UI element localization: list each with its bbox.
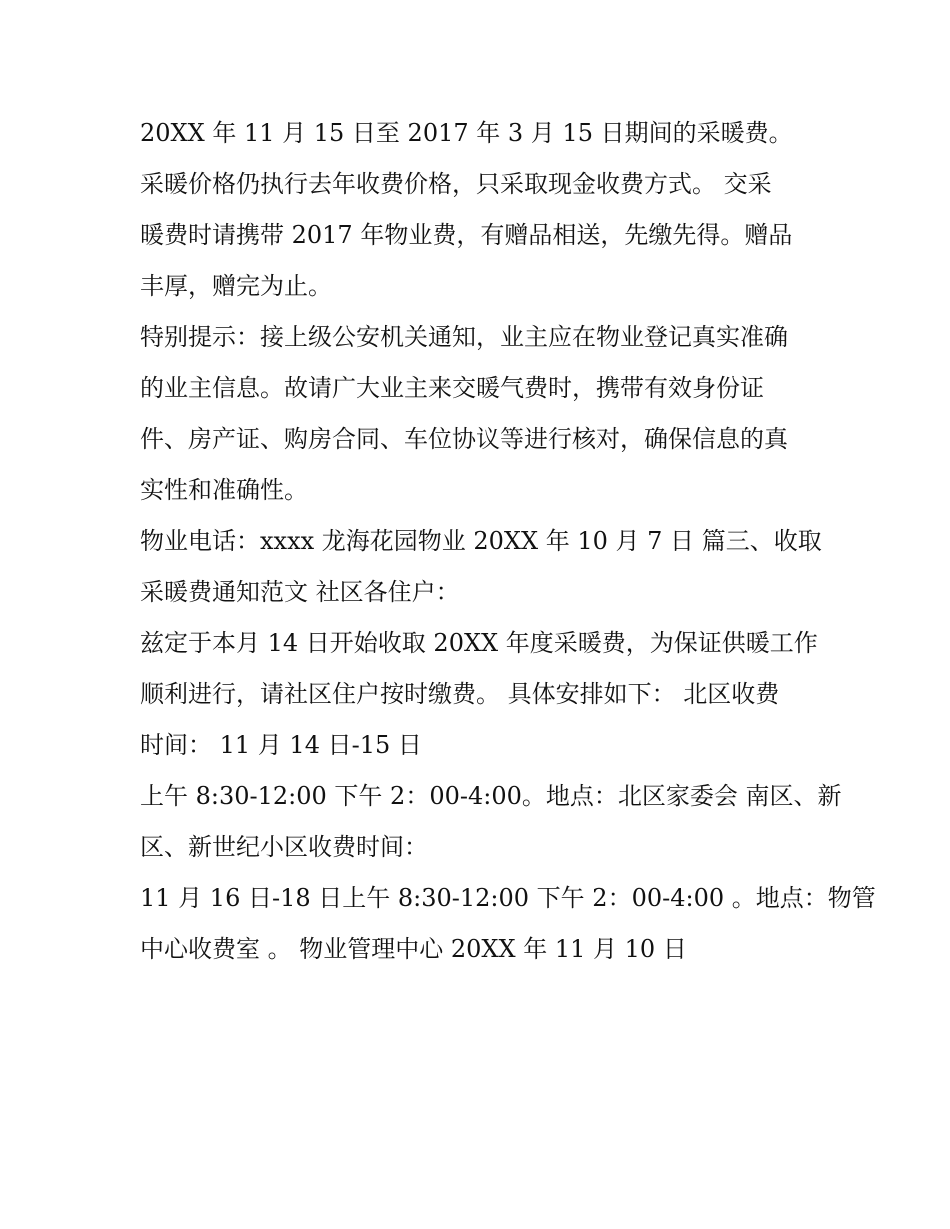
text-line: 暖费时请携带 2017 年物业费，有赠品相送，先缴先得。赠品 xyxy=(140,221,793,249)
text-line: 采暖费通知范文 社区各住户： xyxy=(140,578,460,606)
text-line: 上午 8:30-12:00 下午 2：00-4:00。地点：北区家委会 南区、新 xyxy=(140,782,842,810)
text-line: 11 月 16 日-18 日上午 8:30-12:00 下午 2：00-4:00 。地点：物管 xyxy=(140,884,876,912)
text-line: 丰厚，赠完为止。 xyxy=(140,272,332,300)
text-line: 兹定于本月 14 日开始收取 20XX 年度采暖费，为保证供暖工作 xyxy=(140,629,818,657)
text-line: 实性和准确性。 xyxy=(140,476,308,504)
text-line: 顺利进行，请社区住户按时缴费。 具体安排如下： 北区收费 xyxy=(140,680,780,708)
text-line: 特别提示：接上级公安机关通知，业主应在物业登记真实准确 xyxy=(140,323,788,351)
text-line: 区、新世纪小区收费时间： xyxy=(140,833,428,861)
text-line: 20XX 年 11 月 15 日至 2017 年 3 月 15 日期间的采暖费。 xyxy=(140,119,793,147)
text-line: 的业主信息。故请广大业主来交暖气费时，携带有效身份证 xyxy=(140,374,764,402)
text-line: 物业电话：xxxx 龙海花园物业 20XX 年 10 月 7 日 篇三、收取 xyxy=(140,527,822,555)
document-body xyxy=(140,108,876,975)
text-line: 件、房产证、购房合同、车位协议等进行核对，确保信息的真 xyxy=(140,425,788,453)
text-line: 时间： 11 月 14 日-15 日 xyxy=(140,731,422,759)
text-line: 采暖价格仍执行去年收费价格，只采取现金收费方式。 交采 xyxy=(140,170,772,198)
text-line: 中心收费室 。 物业管理中心 20XX 年 11 月 10 日 xyxy=(140,935,687,963)
